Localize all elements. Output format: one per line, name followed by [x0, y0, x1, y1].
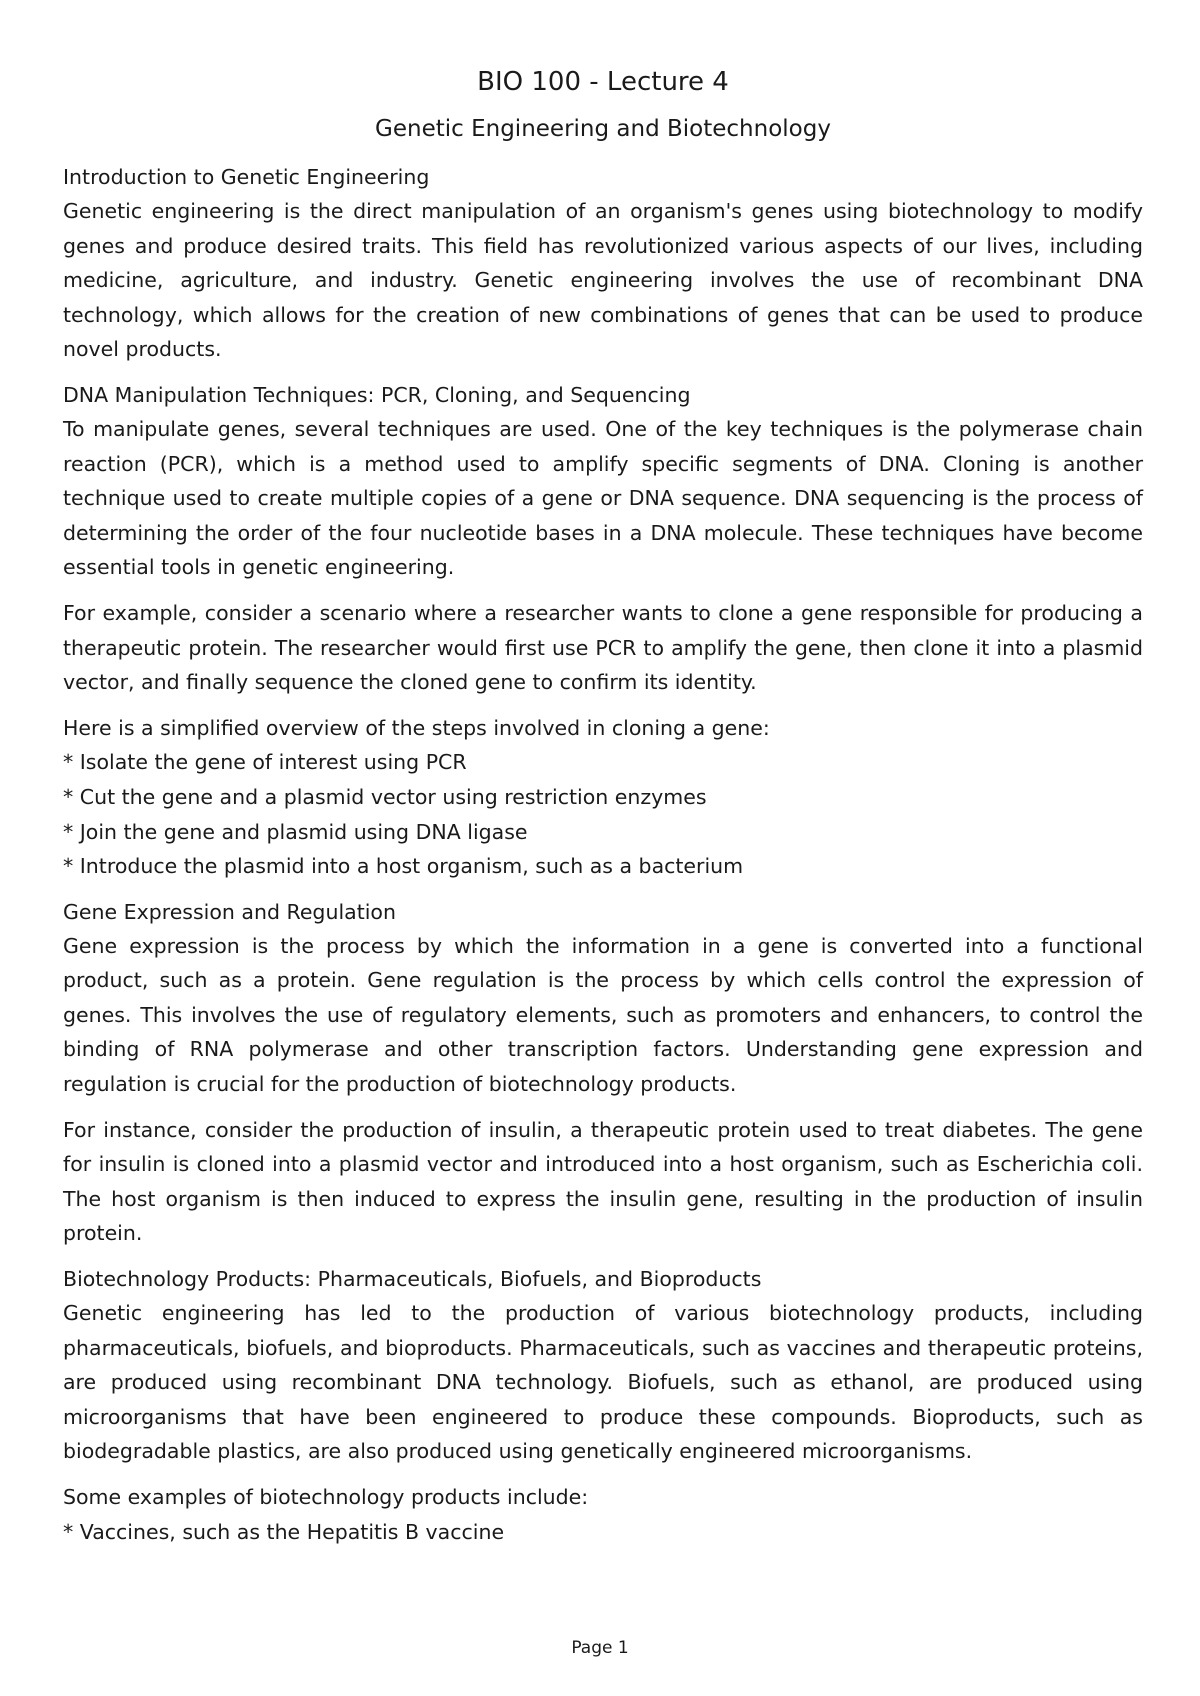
section-heading-expression: Gene Expression and Regulation [63, 899, 396, 924]
products-list-intro: Some examples of biotechnology products include: [63, 1485, 589, 1509]
paragraph-expression: Gene expression is the process by which the information in a gene is converted into a functional product, such as a protein. Gene regulation is the process by which cells control the expression of genes. This involves the use of regulatory elements, such as promoters and enhancers, to control the binding of RNA polymerase and other transcription factors. Understanding gene expression and regulation is crucial for the production of biotechnology products. [63, 933, 1143, 1097]
document-title: BIO 100 - Lecture 4 [477, 67, 729, 97]
page-content [63, 62, 1143, 1560]
list-item: * Vaccines, such as the Hepatitis B vaccine [63, 1519, 505, 1544]
page-number: Page 1 [571, 1638, 629, 1658]
list-item: * Isolate the gene of interest using PCR [63, 750, 467, 775]
paragraph-expression-example: For instance, consider the production of insulin, a therapeutic protein used to treat diabetes. The gene for insulin is cloned into a plasmid vector and introduced into a host organism, such as Escherichia coli. The host organism is then induced to express the insulin gene, resulting in the production of insulin protein. [63, 1117, 1143, 1246]
section-heading-products: Biotechnology Products: Pharmaceuticals, Biofuels, and Bioproducts [63, 1267, 762, 1292]
list-item: * Cut the gene and a plasmid vector using restriction enzymes [63, 784, 707, 809]
paragraph-intro: Genetic engineering is the direct manipulation of an organism's genes using biotechnology to modify genes and produce desired traits. This field has revolutionized various aspects of our lives, including medicine, agriculture, and industry. Genetic engineering involves the use of recombinant DNA technology, which allows for the creation of new combinations of genes that can be used to produce novel products. [63, 199, 1143, 362]
section-biotech-products [63, 1262, 1143, 1469]
products-examples-list [63, 1515, 1143, 1550]
paragraph-dna-example: For example, consider a scenario where a researcher wants to clone a gene responsible for producing a therapeutic protein. The researcher would first use PCR to amplify the gene, then clone it into a plasmid vector, and finally sequence the cloned gene to confirm its identity. [63, 600, 1143, 695]
section-heading-intro: Introduction to Genetic Engineering [63, 165, 430, 189]
section-intro [63, 160, 1143, 367]
section-dna-manipulation [63, 378, 1143, 585]
cloning-steps-intro: Here is a simplified overview of the steps involved in cloning a gene: [63, 715, 770, 740]
list-item: * Join the gene and plasmid using DNA ligase [63, 819, 528, 844]
paragraph-products: Genetic engineering has led to the production of various biotechnology products, including pharmaceuticals, biofuels, and bioproducts. Pharmaceuticals, such as vaccines and therapeutic proteins, are produced using recombinant DNA technology. Biofuels, such as ethanol, are produced using microorganisms that have been engineered to produce these compounds. Bioproducts, such as biodegradable plastics, are also produced using genetically engineered microorganisms. [63, 1301, 1143, 1464]
section-heading-dna: DNA Manipulation Techniques: PCR, Cloning, and Sequencing [63, 382, 691, 407]
list-item: * Introduce the plasmid into a host organism, such as a bacterium [63, 854, 744, 879]
document-subtitle: Genetic Engineering and Biotechnology [375, 116, 831, 142]
paragraph-dna: To manipulate genes, several techniques are used. One of the key techniques is the polymerase chain reaction (PCR), which is a method used to amplify specific segments of DNA. Cloning is another technique used to create multiple copies of a gene or DNA sequence. DNA sequencing is the process of determining the order of the four nucleotide bases in a DNA molecule. These techniques have become essential tools in genetic engineering. [63, 416, 1143, 580]
cloning-steps-list [63, 745, 1143, 883]
section-gene-expression [63, 895, 1143, 1102]
